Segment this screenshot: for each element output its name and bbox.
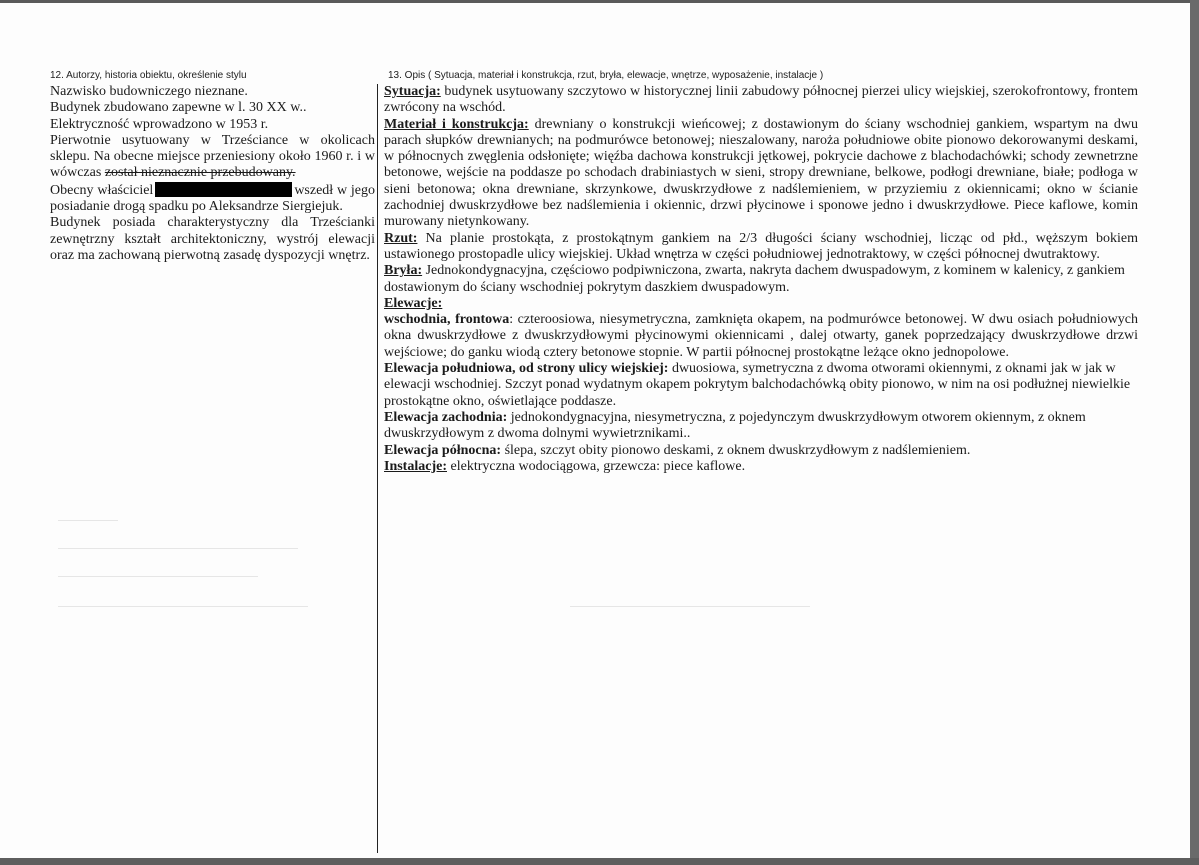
sytuacja-paragraph: Sytuacja: budynek usytuowany szczytowo w historycznej linii zabudowy północnej pierzei ulicy wiejskiej, szerokofrontowy, frontem zwrócony na wschód. [384, 84, 1138, 116]
scan-top-edge [0, 0, 1199, 3]
scan-ghost-line [58, 606, 308, 607]
description-column [384, 84, 1138, 475]
material-label: Materiał i konstrukcja: [384, 116, 529, 132]
elewacje-heading: Elewacje: [384, 295, 443, 311]
rzut-label: Rzut: [384, 230, 418, 246]
section-13-heading: 13. Opis ( Sytuacja, materiał i konstrukcja, rzut, bryła, elewacje, wnętrze, wyposażenie, instalacje ) [388, 70, 824, 81]
scan-ghost-line [58, 520, 118, 521]
zachodnia-paragraph: Elewacja zachodnia: jednokondygnacyjna, niesymetryczna, z pojedynczym dwuskrzydłowym otworem okiennym, z oknem dwuskrzydłowym z dwoma dolnymi wywietrznikami.. [384, 409, 1086, 442]
redaction-box [155, 182, 292, 197]
bryla-paragraph: Bryła: Jednokondygnacyjna, częściowo podpiwniczona, zwarta, nakryta dachem dwuspadowym, z kominem w kalenicy, z gankiem dostawionym do ściany wschodniej pokrytym daszkiem dwuspadowym. [384, 263, 1125, 295]
wschodnia-label: wschodnia, frontowa [384, 312, 510, 328]
polnocna-label: Elewacja północna: [384, 442, 502, 458]
scan-right-edge [1190, 0, 1199, 865]
column-divider [377, 84, 378, 853]
electricity-paragraph: Elektryczność wprowadzono w 1953 r. [50, 116, 269, 132]
zachodnia-label: Elewacja zachodnia: [384, 409, 508, 425]
rzut-paragraph: Rzut: Na planie prostokąta, z prostokątnym gankiem na 2/3 długości ściany wschodniej, licząc od płd., węższym bokiem ustawionego prostopadle ulicy wiejskiej. Układ wnętrza w części południowej jednotraktowy, w części północnej dwutraktowy. [384, 230, 1138, 262]
poludniowa-label: Elewacja południowa, od strony ulicy wiejskiej: [384, 361, 669, 377]
polnocna-paragraph: Elewacja północna: ślepa, szczyt obity pionowo deskami, z oknem dwuskrzydłowym z nadślemieniem. [384, 442, 971, 458]
scan-ghost-line [58, 576, 258, 577]
material-paragraph: Materiał i konstrukcja: drewniany o konstrukcji wieńcowej; z dostawionym do ściany wschodniej gankiem, wspartym na dwu parach słupków drewnianych; na podmurówce betonowej; nieszalowany, naroża południowe obite pionowo dekorowanymi deskami, w północnych zwęglenia odsłonięte; więźba dachowa konstrukcji jętkowej, pokrycie dachowe z blachodachówki; schody zewnetrzne betonowe, wejście na poddasze po schodach drabiniastych w sieni, stropy drewniane, belkowe, podłogi drewniane, białe; podłoga w sieni betonowa; okna drewniane, skrzynkowe, dwuskrzydłowe z nadślemieniem, w przyziemiu z okiennicami; okno w ścianie zachodniej dwuskrzydłowe bez nadślemienia i okiennic, drzwi płycinowe i sponowe jedno i dwuskrzydłowe. Piece kaflowe, komin murowany nietynkowany. [384, 116, 1139, 230]
relocation-paragraph: Pierwotnie usytuowany w Trześciance w okolicach sklepu. Na obecne miejsce przeniesiony około 1960 r. i w wówczas został nieznacznie przebudowany. [50, 132, 375, 181]
scan-ghost-line [570, 606, 810, 607]
instalacje-label: Instalacje: [384, 458, 447, 474]
poludniowa-paragraph: Elewacja południowa, od strony ulicy wiejskiej: dwuosiowa, symetryczna z dwoma otworami okiennymi, z oknami jak w jak w elewacji wschodniej. Szczyt ponad wydatnym okapem pokrytym balchodachówką obity pionowo, w nim na osi podłużnej niewielkie prostokątne okno, oświetlające poddasze. [384, 361, 1131, 409]
struck-text: został nieznacznie przebudowany. [104, 165, 296, 181]
section-12-heading: 12. Autorzy, historia obiektu, określenie stylu [50, 70, 247, 81]
bryla-label: Bryła: [384, 263, 423, 279]
instalacje-paragraph: Instalacje: elektryczna wodociągowa, grzewcza: piece kaflowe. [384, 458, 746, 474]
history-column [50, 84, 375, 264]
construction-date-paragraph: Budynek zbudowano zapewne w l. 30 XX w.. [50, 100, 307, 116]
style-paragraph: Budynek posiada charakterystyczny dla Trześcianki zewnętrzny kształt architektoniczny, wystrój elewacji oraz ma zachowaną pierwotną zasadę dyspozycji wnętrz. [50, 215, 375, 263]
builder-paragraph: Nazwisko budowniczego nieznane. [50, 84, 248, 99]
owner-paragraph: Obecny właściciel wszedł w jego posiadanie drogą spadku po Aleksandrze Siergiejuk. [50, 182, 375, 215]
wschodnia-paragraph: wschodnia, frontowa: czteroosiowa, niesymetryczna, zamknięta okapem, na podmurówce betonowej. W dwu osiach południowych okna dwuskrzydłowe z dwuskrzydłowymi płycinowymi okiennicami , dalej otwarty, ganek poprzedzający dwuskrzydłowe drzwi wejściowe; do ganku wiodą cztery betonowe stopnie. W partii północnej prostokątne leżące okno jednopolowe. [384, 312, 1138, 360]
sytuacja-label: Sytuacja: [384, 84, 441, 99]
scan-bottom-edge [0, 858, 1199, 865]
scan-ghost-line [58, 548, 298, 549]
